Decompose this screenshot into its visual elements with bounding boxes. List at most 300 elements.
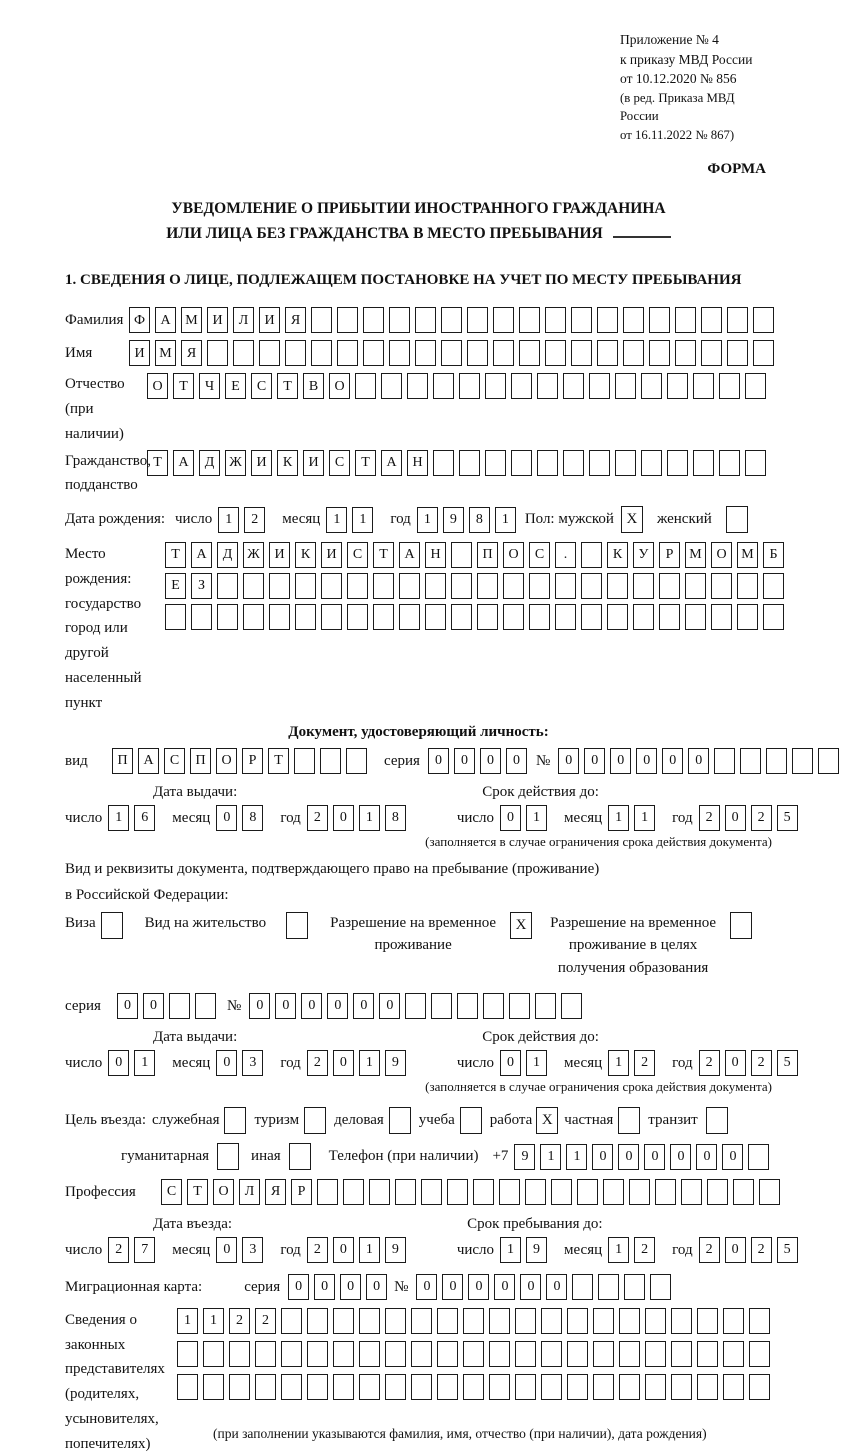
representatives-row1-cell[interactable] — [463, 1308, 484, 1334]
patronymic-cell[interactable]: Ч — [199, 373, 220, 399]
citizenship-cell[interactable] — [537, 450, 558, 476]
citizenship-cell[interactable] — [563, 450, 584, 476]
birth-place-row2-cell[interactable] — [659, 573, 680, 599]
citizenship-cell[interactable] — [459, 450, 480, 476]
permit-issue-year-cell[interactable]: 0 — [333, 1050, 354, 1076]
representatives-row1-cell[interactable]: 1 — [203, 1308, 224, 1334]
representatives-row2-cell[interactable] — [281, 1341, 302, 1367]
birth-place-row1-cell[interactable]: М — [685, 542, 706, 568]
citizenship-cell[interactable]: С — [329, 450, 350, 476]
profession-cell[interactable] — [707, 1179, 728, 1205]
mig-number-cell[interactable] — [624, 1274, 645, 1300]
surname-cell[interactable]: И — [259, 307, 280, 333]
citizenship-cell[interactable] — [615, 450, 636, 476]
doc-issue-year-cell[interactable]: 8 — [385, 805, 406, 831]
birth-place-row2-cell[interactable] — [477, 573, 498, 599]
profession-cell[interactable]: Р — [291, 1179, 312, 1205]
birth-place-row2-cell[interactable] — [503, 573, 524, 599]
stay-year-cell[interactable]: 0 — [725, 1237, 746, 1263]
permit-valid-month-cell[interactable]: 2 — [634, 1050, 655, 1076]
permit-issue-month-cell[interactable]: 3 — [242, 1050, 263, 1076]
patronymic-cell[interactable]: С — [251, 373, 272, 399]
name-cell[interactable] — [493, 340, 514, 366]
permit-series-cell[interactable] — [195, 993, 216, 1019]
representatives-row1-cell[interactable] — [515, 1308, 536, 1334]
doc-kind-cell[interactable]: О — [216, 748, 237, 774]
permit-valid-day-cell[interactable]: 0 — [500, 1050, 521, 1076]
name-cell[interactable] — [207, 340, 228, 366]
permit-number-cell[interactable] — [561, 993, 582, 1019]
birth-place-row3-cell[interactable] — [477, 604, 498, 630]
citizenship-cell[interactable]: А — [173, 450, 194, 476]
purpose-private-checkbox[interactable] — [618, 1107, 640, 1134]
surname-cell[interactable]: И — [207, 307, 228, 333]
name-cell[interactable] — [675, 340, 696, 366]
representatives-row2-cell[interactable] — [411, 1341, 432, 1367]
representatives-row3-cell[interactable] — [359, 1374, 380, 1400]
doc-number-cell[interactable]: 0 — [688, 748, 709, 774]
profession-cell[interactable] — [369, 1179, 390, 1205]
representatives-row2-cell[interactable] — [645, 1341, 666, 1367]
permit-number-cell[interactable] — [509, 993, 530, 1019]
doc-number-cell[interactable]: 0 — [662, 748, 683, 774]
surname-cell[interactable] — [415, 307, 436, 333]
representatives-row2-cell[interactable] — [593, 1341, 614, 1367]
birth-place-row3-cell[interactable] — [763, 604, 784, 630]
doc-kind-cell[interactable]: Т — [268, 748, 289, 774]
phone-cell[interactable]: 0 — [670, 1144, 691, 1170]
purpose-work-checkbox[interactable]: X — [536, 1107, 558, 1134]
citizenship-cell[interactable] — [719, 450, 740, 476]
representatives-row2-cell[interactable] — [697, 1341, 718, 1367]
birth-place-row1-cell[interactable]: Ж — [243, 542, 264, 568]
representatives-row1-cell[interactable] — [723, 1308, 744, 1334]
birth-place-row2-cell[interactable] — [633, 573, 654, 599]
doc-issue-year-cell[interactable]: 0 — [333, 805, 354, 831]
surname-cell[interactable] — [623, 307, 644, 333]
permit-number-cell[interactable]: 0 — [353, 993, 374, 1019]
name-cell[interactable] — [597, 340, 618, 366]
mig-number-cell[interactable]: 0 — [416, 1274, 437, 1300]
doc-issue-year-cell[interactable]: 2 — [307, 805, 328, 831]
entry-day-cell[interactable]: 2 — [108, 1237, 129, 1263]
representatives-row1-cell[interactable] — [567, 1308, 588, 1334]
permit-issue-day-cell[interactable]: 1 — [134, 1050, 155, 1076]
representatives-row1-cell[interactable] — [541, 1308, 562, 1334]
representatives-row2-cell[interactable] — [489, 1341, 510, 1367]
profession-cell[interactable]: О — [213, 1179, 234, 1205]
doc-valid-day-cell[interactable]: 1 — [526, 805, 547, 831]
citizenship-cell[interactable]: Т — [355, 450, 376, 476]
phone-cell[interactable]: 1 — [540, 1144, 561, 1170]
permit-number-cell[interactable] — [483, 993, 504, 1019]
birth-place-row1-cell[interactable]: А — [191, 542, 212, 568]
patronymic-cell[interactable] — [615, 373, 636, 399]
citizenship-cell[interactable]: Н — [407, 450, 428, 476]
name-cell[interactable] — [311, 340, 332, 366]
profession-cell[interactable] — [551, 1179, 572, 1205]
doc-number-cell[interactable] — [714, 748, 735, 774]
patronymic-cell[interactable]: О — [147, 373, 168, 399]
profession-cell[interactable]: Л — [239, 1179, 260, 1205]
profession-cell[interactable] — [577, 1179, 598, 1205]
permit-number-cell[interactable]: 0 — [249, 993, 270, 1019]
representatives-row1-cell[interactable] — [437, 1308, 458, 1334]
birth-place-row3-cell[interactable] — [373, 604, 394, 630]
patronymic-cell[interactable] — [355, 373, 376, 399]
citizenship-cell[interactable] — [745, 450, 766, 476]
birth-place-row2-cell[interactable] — [425, 573, 446, 599]
permit-valid-day-cell[interactable]: 1 — [526, 1050, 547, 1076]
birth-place-row1-cell[interactable]: Т — [373, 542, 394, 568]
representatives-row1-cell[interactable] — [671, 1308, 692, 1334]
permit-number-cell[interactable] — [405, 993, 426, 1019]
purpose-tourism-checkbox[interactable] — [304, 1107, 326, 1134]
permit-number-cell[interactable]: 0 — [275, 993, 296, 1019]
name-cell[interactable] — [467, 340, 488, 366]
representatives-row1-cell[interactable]: 2 — [255, 1308, 276, 1334]
birth-year-cell[interactable]: 9 — [443, 507, 464, 533]
permit-number-cell[interactable] — [457, 993, 478, 1019]
stay-month-cell[interactable]: 1 — [608, 1237, 629, 1263]
representatives-row3-cell[interactable] — [723, 1374, 744, 1400]
surname-cell[interactable]: Ф — [129, 307, 150, 333]
surname-cell[interactable] — [571, 307, 592, 333]
doc-issue-month-cell[interactable]: 8 — [242, 805, 263, 831]
birth-place-row2-cell[interactable]: Е — [165, 573, 186, 599]
patronymic-cell[interactable] — [563, 373, 584, 399]
doc-valid-year-cell[interactable]: 0 — [725, 805, 746, 831]
name-cell[interactable] — [415, 340, 436, 366]
doc-series-cell[interactable]: 0 — [506, 748, 527, 774]
edu-permit-checkbox[interactable] — [730, 912, 752, 939]
surname-cell[interactable] — [493, 307, 514, 333]
representatives-row3-cell[interactable] — [645, 1374, 666, 1400]
patronymic-cell[interactable] — [693, 373, 714, 399]
representatives-row2-cell[interactable] — [307, 1341, 328, 1367]
mig-number-cell[interactable]: 0 — [468, 1274, 489, 1300]
birth-place-row3-cell[interactable] — [243, 604, 264, 630]
representatives-row2-cell[interactable] — [333, 1341, 354, 1367]
name-cell[interactable] — [519, 340, 540, 366]
doc-kind-cell[interactable] — [346, 748, 367, 774]
patronymic-cell[interactable] — [589, 373, 610, 399]
stay-year-cell[interactable]: 5 — [777, 1237, 798, 1263]
purpose-transit-checkbox[interactable] — [706, 1107, 728, 1134]
birth-place-row2-cell[interactable] — [529, 573, 550, 599]
citizenship-cell[interactable] — [433, 450, 454, 476]
representatives-row3-cell[interactable] — [385, 1374, 406, 1400]
birth-place-row3-cell[interactable] — [321, 604, 342, 630]
representatives-row3-cell[interactable] — [437, 1374, 458, 1400]
citizenship-cell[interactable] — [485, 450, 506, 476]
permit-issue-year-cell[interactable]: 1 — [359, 1050, 380, 1076]
representatives-row3-cell[interactable] — [515, 1374, 536, 1400]
mig-series-cell[interactable]: 0 — [340, 1274, 361, 1300]
profession-cell[interactable] — [759, 1179, 780, 1205]
name-cell[interactable] — [545, 340, 566, 366]
birth-place-row1-cell[interactable]: С — [529, 542, 550, 568]
representatives-row2-cell[interactable] — [359, 1341, 380, 1367]
profession-cell[interactable] — [395, 1179, 416, 1205]
name-cell[interactable] — [753, 340, 774, 366]
birth-place-row1-cell[interactable]: Р — [659, 542, 680, 568]
representatives-row2-cell[interactable] — [723, 1341, 744, 1367]
representatives-row2-cell[interactable] — [619, 1341, 640, 1367]
birth-month-cell[interactable]: 1 — [352, 507, 373, 533]
representatives-row3-cell[interactable] — [619, 1374, 640, 1400]
citizenship-cell[interactable]: И — [251, 450, 272, 476]
phone-cell[interactable]: 0 — [644, 1144, 665, 1170]
surname-cell[interactable]: Л — [233, 307, 254, 333]
representatives-row2-cell[interactable] — [385, 1341, 406, 1367]
birth-place-row2-cell[interactable] — [581, 573, 602, 599]
birth-place-row2-cell[interactable] — [685, 573, 706, 599]
doc-kind-cell[interactable] — [294, 748, 315, 774]
entry-year-cell[interactable]: 1 — [359, 1237, 380, 1263]
surname-cell[interactable] — [389, 307, 410, 333]
representatives-row2-cell[interactable] — [671, 1341, 692, 1367]
birth-place-row1-cell[interactable]: К — [607, 542, 628, 568]
citizenship-cell[interactable] — [667, 450, 688, 476]
patronymic-cell[interactable] — [433, 373, 454, 399]
representatives-row1-cell[interactable] — [281, 1308, 302, 1334]
representatives-row1-cell[interactable] — [697, 1308, 718, 1334]
entry-month-cell[interactable]: 3 — [242, 1237, 263, 1263]
birth-place-row3-cell[interactable] — [217, 604, 238, 630]
profession-cell[interactable] — [343, 1179, 364, 1205]
surname-cell[interactable] — [311, 307, 332, 333]
temp-permit-checkbox[interactable]: X — [510, 912, 532, 939]
phone-cell[interactable]: 0 — [592, 1144, 613, 1170]
profession-cell[interactable]: Я — [265, 1179, 286, 1205]
representatives-row3-cell[interactable] — [177, 1374, 198, 1400]
representatives-row3-cell[interactable] — [697, 1374, 718, 1400]
name-cell[interactable] — [389, 340, 410, 366]
birth-place-row1-cell[interactable]: Т — [165, 542, 186, 568]
patronymic-cell[interactable] — [485, 373, 506, 399]
birth-place-row1-cell[interactable]: М — [737, 542, 758, 568]
representatives-row3-cell[interactable] — [307, 1374, 328, 1400]
surname-cell[interactable] — [753, 307, 774, 333]
doc-issue-day-cell[interactable]: 1 — [108, 805, 129, 831]
entry-month-cell[interactable]: 0 — [216, 1237, 237, 1263]
phone-cell[interactable]: 1 — [566, 1144, 587, 1170]
permit-issue-year-cell[interactable]: 9 — [385, 1050, 406, 1076]
patronymic-cell[interactable] — [459, 373, 480, 399]
birth-place-row3-cell[interactable] — [269, 604, 290, 630]
patronymic-cell[interactable] — [537, 373, 558, 399]
birth-place-row3-cell[interactable] — [191, 604, 212, 630]
citizenship-cell[interactable]: К — [277, 450, 298, 476]
stay-month-cell[interactable]: 2 — [634, 1237, 655, 1263]
surname-cell[interactable]: М — [181, 307, 202, 333]
doc-number-cell[interactable] — [818, 748, 839, 774]
representatives-row1-cell[interactable] — [307, 1308, 328, 1334]
name-cell[interactable] — [571, 340, 592, 366]
profession-cell[interactable] — [681, 1179, 702, 1205]
representatives-row2-cell[interactable] — [177, 1341, 198, 1367]
permit-number-cell[interactable]: 0 — [327, 993, 348, 1019]
doc-kind-cell[interactable]: А — [138, 748, 159, 774]
phone-cell[interactable]: 0 — [618, 1144, 639, 1170]
mig-number-cell[interactable]: 0 — [546, 1274, 567, 1300]
citizenship-cell[interactable]: Т — [147, 450, 168, 476]
birth-place-row1-cell[interactable]: О — [711, 542, 732, 568]
patronymic-cell[interactable]: В — [303, 373, 324, 399]
surname-cell[interactable] — [467, 307, 488, 333]
citizenship-cell[interactable]: И — [303, 450, 324, 476]
phone-cell[interactable]: 9 — [514, 1144, 535, 1170]
birth-place-row2-cell[interactable]: З — [191, 573, 212, 599]
representatives-row2-cell[interactable] — [463, 1341, 484, 1367]
birth-place-row1-cell[interactable] — [581, 542, 602, 568]
birth-place-row1-cell[interactable]: И — [269, 542, 290, 568]
doc-series-cell[interactable]: 0 — [480, 748, 501, 774]
patronymic-cell[interactable] — [667, 373, 688, 399]
representatives-row1-cell[interactable] — [593, 1308, 614, 1334]
representatives-row2-cell[interactable] — [437, 1341, 458, 1367]
birth-place-row3-cell[interactable] — [347, 604, 368, 630]
purpose-other-checkbox[interactable] — [289, 1143, 311, 1170]
name-cell[interactable] — [441, 340, 462, 366]
stay-day-cell[interactable]: 9 — [526, 1237, 547, 1263]
purpose-business-checkbox[interactable] — [389, 1107, 411, 1134]
entry-year-cell[interactable]: 2 — [307, 1237, 328, 1263]
birth-place-row3-cell[interactable] — [451, 604, 472, 630]
birth-place-row3-cell[interactable] — [555, 604, 576, 630]
name-cell[interactable]: Я — [181, 340, 202, 366]
entry-day-cell[interactable]: 7 — [134, 1237, 155, 1263]
doc-kind-cell[interactable]: С — [164, 748, 185, 774]
doc-series-cell[interactable]: 0 — [454, 748, 475, 774]
doc-series-cell[interactable]: 0 — [428, 748, 449, 774]
representatives-row3-cell[interactable] — [411, 1374, 432, 1400]
birth-place-row1-cell[interactable]: И — [321, 542, 342, 568]
patronymic-cell[interactable]: Т — [277, 373, 298, 399]
citizenship-cell[interactable] — [511, 450, 532, 476]
representatives-row1-cell[interactable] — [411, 1308, 432, 1334]
profession-cell[interactable] — [447, 1179, 468, 1205]
birth-place-row1-cell[interactable] — [451, 542, 472, 568]
patronymic-cell[interactable] — [381, 373, 402, 399]
permit-number-cell[interactable] — [535, 993, 556, 1019]
phone-cell[interactable]: 0 — [696, 1144, 717, 1170]
representatives-row3-cell[interactable] — [281, 1374, 302, 1400]
birth-day-cell[interactable]: 1 — [218, 507, 239, 533]
permit-series-cell[interactable]: 0 — [117, 993, 138, 1019]
mig-number-cell[interactable]: 0 — [442, 1274, 463, 1300]
representatives-row3-cell[interactable] — [229, 1374, 250, 1400]
surname-cell[interactable] — [337, 307, 358, 333]
representatives-row2-cell[interactable] — [567, 1341, 588, 1367]
doc-number-cell[interactable]: 0 — [636, 748, 657, 774]
doc-issue-day-cell[interactable]: 6 — [134, 805, 155, 831]
representatives-row3-cell[interactable] — [567, 1374, 588, 1400]
birth-place-row3-cell[interactable] — [503, 604, 524, 630]
birth-place-row1-cell[interactable]: П — [477, 542, 498, 568]
name-cell[interactable] — [337, 340, 358, 366]
doc-kind-cell[interactable]: П — [190, 748, 211, 774]
name-cell[interactable] — [363, 340, 384, 366]
birth-place-row3-cell[interactable] — [607, 604, 628, 630]
birth-place-row2-cell[interactable] — [555, 573, 576, 599]
permit-number-cell[interactable] — [431, 993, 452, 1019]
doc-valid-day-cell[interactable]: 0 — [500, 805, 521, 831]
patronymic-cell[interactable] — [745, 373, 766, 399]
phone-cell[interactable]: 0 — [722, 1144, 743, 1170]
patronymic-cell[interactable]: О — [329, 373, 350, 399]
representatives-row3-cell[interactable] — [333, 1374, 354, 1400]
surname-cell[interactable] — [363, 307, 384, 333]
profession-cell[interactable] — [655, 1179, 676, 1205]
surname-cell[interactable]: А — [155, 307, 176, 333]
birth-place-row2-cell[interactable] — [347, 573, 368, 599]
citizenship-cell[interactable] — [641, 450, 662, 476]
surname-cell[interactable] — [727, 307, 748, 333]
stay-year-cell[interactable]: 2 — [699, 1237, 720, 1263]
representatives-row2-cell[interactable] — [515, 1341, 536, 1367]
representatives-row3-cell[interactable] — [463, 1374, 484, 1400]
doc-number-cell[interactable] — [766, 748, 787, 774]
permit-issue-month-cell[interactable]: 0 — [216, 1050, 237, 1076]
birth-place-row2-cell[interactable] — [269, 573, 290, 599]
sex-female-checkbox[interactable] — [726, 506, 748, 533]
birth-place-row2-cell[interactable] — [737, 573, 758, 599]
purpose-study-checkbox[interactable] — [460, 1107, 482, 1134]
name-cell[interactable] — [233, 340, 254, 366]
representatives-row2-cell[interactable] — [203, 1341, 224, 1367]
name-cell[interactable] — [259, 340, 280, 366]
permit-issue-year-cell[interactable]: 2 — [307, 1050, 328, 1076]
doc-valid-month-cell[interactable]: 1 — [634, 805, 655, 831]
permit-valid-month-cell[interactable]: 1 — [608, 1050, 629, 1076]
name-cell[interactable] — [623, 340, 644, 366]
representatives-row2-cell[interactable] — [229, 1341, 250, 1367]
birth-place-row2-cell[interactable] — [295, 573, 316, 599]
residence-permit-checkbox[interactable] — [286, 912, 308, 939]
birth-place-row3-cell[interactable] — [295, 604, 316, 630]
name-cell[interactable]: И — [129, 340, 150, 366]
birth-place-row2-cell[interactable] — [607, 573, 628, 599]
surname-cell[interactable] — [675, 307, 696, 333]
profession-cell[interactable] — [733, 1179, 754, 1205]
birth-place-row1-cell[interactable]: . — [555, 542, 576, 568]
representatives-row2-cell[interactable] — [541, 1341, 562, 1367]
mig-number-cell[interactable] — [650, 1274, 671, 1300]
surname-cell[interactable] — [649, 307, 670, 333]
surname-cell[interactable] — [701, 307, 722, 333]
birth-place-row3-cell[interactable] — [659, 604, 680, 630]
visa-checkbox[interactable] — [101, 912, 123, 939]
doc-valid-year-cell[interactable]: 5 — [777, 805, 798, 831]
surname-cell[interactable] — [545, 307, 566, 333]
mig-number-cell[interactable]: 0 — [520, 1274, 541, 1300]
doc-valid-month-cell[interactable]: 1 — [608, 805, 629, 831]
name-cell[interactable]: М — [155, 340, 176, 366]
patronymic-cell[interactable]: Е — [225, 373, 246, 399]
permit-number-cell[interactable]: 0 — [301, 993, 322, 1019]
birth-place-row2-cell[interactable] — [321, 573, 342, 599]
representatives-row2-cell[interactable] — [255, 1341, 276, 1367]
surname-cell[interactable] — [519, 307, 540, 333]
doc-number-cell[interactable]: 0 — [558, 748, 579, 774]
representatives-row3-cell[interactable] — [255, 1374, 276, 1400]
citizenship-cell[interactable]: А — [381, 450, 402, 476]
mig-number-cell[interactable]: 0 — [494, 1274, 515, 1300]
doc-issue-month-cell[interactable]: 0 — [216, 805, 237, 831]
birth-place-row3-cell[interactable] — [165, 604, 186, 630]
